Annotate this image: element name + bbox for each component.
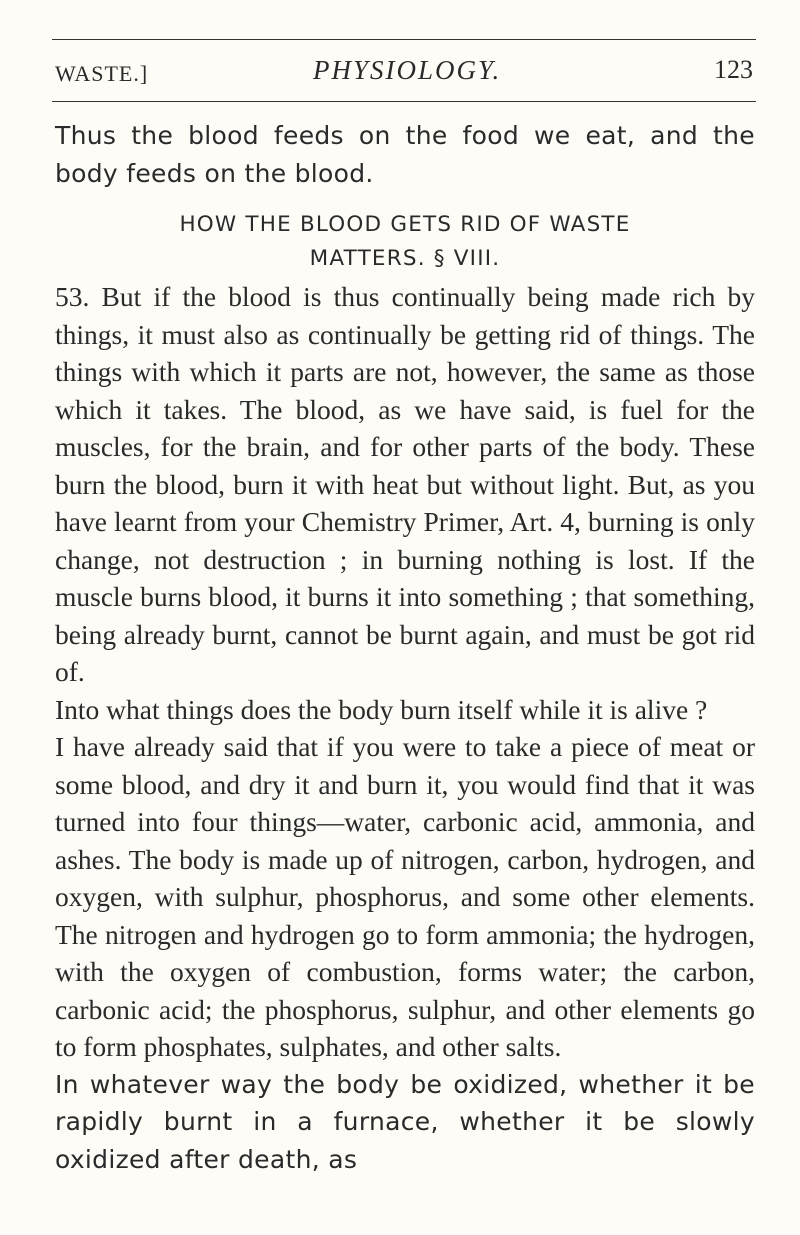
header-rule-top	[52, 39, 756, 40]
section-heading	[55, 208, 755, 276]
header-title: PHYSIOLOGY.	[313, 55, 502, 85]
closing-paragraph: In whatever way the body be oxidized, whether it be rapidly burnt in a furnace, whether it be slowly oxidized after death, as	[55, 1069, 755, 1174]
paragraph-elements: I have already said that if you were to take a piece of meat or some blood, and dry it and burn it, you would find that it was turned into four things—water, carbonic acid, ammonia, and ashes. The body is made up of nitrogen, carbon, hydrogen, and oxygen, with sulphur, phosphorus, and some other elements. The nitrogen and hydrogen go to form ammonia; the hydrogen, with the oxygen of combustion, forms water; the carbon, carbonic acid; the phosphorus, sulphur, and other elements go to form phosphates, sulphates, and other salts.	[55, 731, 755, 1062]
page-body	[55, 117, 755, 1178]
section-heading-line-1: HOW THE BLOOD GETS RID OF WASTE	[179, 212, 631, 237]
page-number: 123	[714, 55, 753, 84]
header-section: WASTE.]	[55, 61, 149, 86]
intro-paragraph: Thus the blood feeds on the food we eat, and the body feeds on the blood.	[55, 121, 755, 188]
paragraph-question: Into what things does the body burn itself while it is alive ?	[55, 693, 708, 725]
section-heading-line-2: MATTERS. § VIII.	[309, 246, 501, 271]
header-rule-bottom	[52, 101, 756, 102]
running-header	[55, 52, 755, 92]
paragraph-53: 53. But if the blood is thus continually being made rich by things, it must also as continually be getting rid of things. The things with which it parts are not, however, the same as those which it takes. The blood, as we have said, is fuel for the muscles, for the brain, and for other parts of the body. These burn the blood, burn it with heat but without light. But, as you have learnt from your Chemistry Primer, Art. 4, burning is only change, not destruction ; in burning nothing is lost. If the muscle burns blood, it burns it into something ; that something, being already burnt, cannot be burnt again, and must be got rid of.	[55, 281, 755, 687]
